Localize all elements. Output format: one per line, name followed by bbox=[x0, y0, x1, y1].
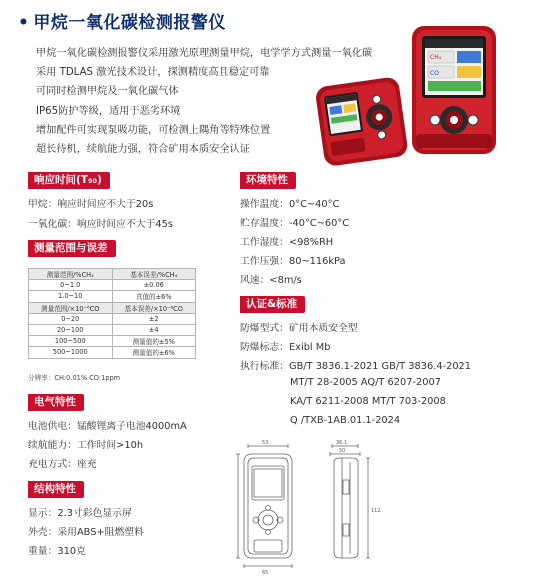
table-row bbox=[29, 280, 196, 291]
bullet-icon: • bbox=[18, 13, 30, 33]
env-line-humidity: 工作湿度：<98%RH bbox=[240, 237, 334, 248]
section-header-electrical: 电气特性 bbox=[28, 394, 84, 411]
table-cell: 100~500 bbox=[29, 336, 113, 347]
dim-front-height: 112 bbox=[371, 508, 381, 514]
table-row bbox=[29, 347, 196, 358]
screen-ch4-label: CH₄ bbox=[430, 54, 442, 61]
response-line-co: 一氧化碳：响应时间应不大于45s bbox=[28, 219, 173, 230]
intro-line: IP65防护等级，适用于恶劣环境 bbox=[36, 105, 181, 117]
dim-front-width: 53 bbox=[262, 440, 269, 446]
dim-side-top: 36.1 bbox=[336, 440, 348, 446]
table-header-row bbox=[29, 269, 196, 280]
front-view-drawing bbox=[236, 444, 292, 568]
env-line-storage-temp: 贮存温度：-40°C~60°C bbox=[240, 218, 350, 229]
dim-front-bottom: 65 bbox=[262, 570, 269, 576]
section-header-response: 响应时间(T₉₀) bbox=[28, 172, 110, 189]
table-header-cell: 基本误差/%CH₄ bbox=[112, 269, 196, 280]
table-cell: 0~20 bbox=[29, 313, 113, 324]
cert-line-standard-3: KA/T 6211-2008 MT/T 703-2008 bbox=[290, 396, 446, 407]
table-cell: 1.0~10 bbox=[29, 291, 113, 302]
response-line-ch4: 甲烷：响应时间应不大于20s bbox=[28, 199, 154, 210]
title-text: 甲烷一氧化碳检测报警仪 bbox=[33, 13, 226, 33]
table-row bbox=[29, 324, 196, 335]
table-cell: 测量值的±5% bbox=[112, 336, 196, 347]
table-cell: 测量值的±6% bbox=[112, 347, 196, 358]
table-header-cell: 测量范围/%CH₄ bbox=[29, 269, 113, 280]
table-cell: 20~100 bbox=[29, 324, 113, 335]
page-title bbox=[18, 8, 226, 33]
section-header-structure: 结构特性 bbox=[28, 481, 84, 498]
section-header-range: 测量范围与误差 bbox=[28, 240, 116, 257]
table-cell: ±4 bbox=[112, 324, 196, 335]
cert-line-standard-4: Q /TXB-1AB.01.1-2024 bbox=[290, 415, 401, 426]
cert-line-standard: 执行标准：GB/T 3836.1-2021 GB/T 3836.4-2021 bbox=[240, 361, 472, 372]
table-cell: 真值的±6% bbox=[112, 291, 196, 302]
table-row bbox=[29, 291, 196, 302]
intro-line: 超长待机，续航能力强，符合矿用本质安全认证 bbox=[36, 144, 250, 156]
table-cell: 500~1000 bbox=[29, 347, 113, 358]
screen-co-label: CO bbox=[430, 70, 439, 77]
electrical-line-battery: 电池供电：锰酸锂离子电池4000mA bbox=[28, 421, 187, 432]
dimension-drawing bbox=[232, 440, 382, 576]
electrical-line-charging: 充电方式：座充 bbox=[28, 459, 97, 470]
intro-line: 甲烷一氧化碳检测报警仪采用激光原理测量甲烷，电学学方式测量一氧化碳 bbox=[36, 48, 373, 59]
table-cell: 0~1.0 bbox=[29, 280, 113, 291]
side-view-drawing bbox=[330, 444, 370, 558]
table-header-cell: 测量范围/×10⁻⁶CO bbox=[29, 302, 113, 313]
device-front bbox=[314, 76, 408, 166]
resolution-note: 分辨率：CH:0.01% CO:1ppm bbox=[28, 374, 121, 382]
structure-line-display: 显示：2.3寸彩色显示屏 bbox=[28, 508, 132, 519]
structure-line-weight: 重量：310克 bbox=[28, 546, 86, 557]
cert-line-standard-2: MT/T 28-2005 AQ/T 6207-2007 bbox=[290, 377, 441, 388]
env-line-wind: 风速：<8m/s bbox=[240, 275, 302, 286]
intro-line: 增加配件可实现泵吸功能，可检测上隅角等特殊位置 bbox=[36, 124, 271, 136]
cert-line-type: 防爆型式：矿用本质安全型 bbox=[240, 323, 358, 334]
intro-line: 可同时检测甲烷及一氧化碳气体 bbox=[36, 86, 179, 98]
section-header-environment: 环境特性 bbox=[240, 172, 296, 189]
table-header-row bbox=[29, 302, 196, 313]
dim-side-width: 50 bbox=[339, 448, 346, 454]
intro-line: 采用 TDLAS 激光技术设计，探测精度高且稳定可靠 bbox=[36, 67, 270, 79]
section-header-certification: 认证&标准 bbox=[240, 296, 305, 313]
env-line-operating-temp: 操作温度：0°C~40°C bbox=[240, 199, 340, 210]
electrical-line-endurance: 续航能力：工作时间>10h bbox=[28, 440, 144, 451]
env-line-pressure: 工作压强：80~116kPa bbox=[240, 256, 346, 267]
table-row bbox=[29, 336, 196, 347]
structure-line-shell: 外壳：采用ABS+阻燃塑料 bbox=[28, 527, 144, 538]
table-row bbox=[29, 313, 196, 324]
table-header-cell: 基本误差/×10⁻⁶CO bbox=[112, 302, 196, 313]
device-rear bbox=[412, 26, 496, 154]
cert-line-mark: 防爆标志：Exibl Mb bbox=[240, 342, 331, 353]
table-cell: ±0.06 bbox=[112, 280, 196, 291]
product-photo bbox=[312, 24, 530, 166]
range-table bbox=[28, 268, 196, 359]
table-cell: ±2 bbox=[112, 313, 196, 324]
